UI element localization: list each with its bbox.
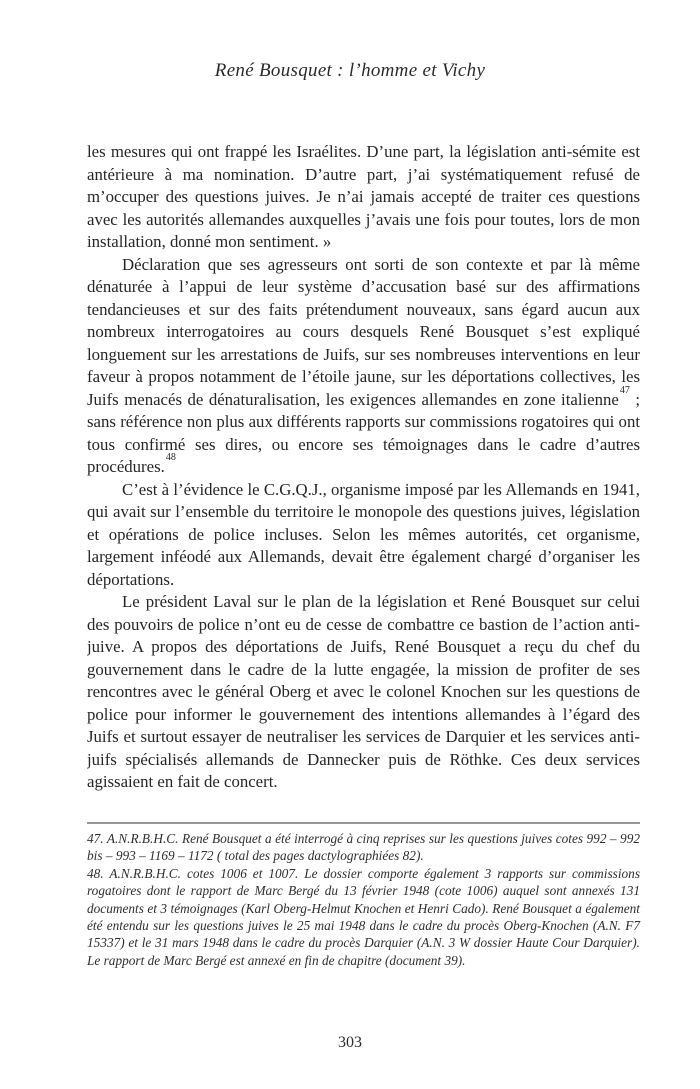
running-header: René Bousquet : l’homme et Vichy	[214, 60, 486, 81]
footnote-48: 48. A.N.R.B.H.C. cotes 1006 et 1007. Le dossier comporte également 3 rapports sur commissions rogatoires dont le rapport de Marc Bergé du 13 février 1948 (cote 1006) auquel sont annexés 131 documents et 3 témoignages (Karl Oberg-Helmut Knochen et Henri Cado). René Bousquet a également été entendu sur les questions juives le 25 mai 1948 dans le cadre du procès Oberg-Knochen (A.N. F7 15337) et le 31 mars 1948 dans le cadre du procès Darquier (A.N. 3 W dossier Haute Cour Darquier). Le rapport de Marc Bergé est annexé en fin de chapitre (document 39).	[87, 865, 640, 968]
footnote-47: 47. A.N.R.B.H.C. René Bousquet a été interrogé à cinq reprises sur les questions juives cotes 992 – 992 bis – 993 – 1169 – 1172 ( total des pages dactylographiées 82).	[87, 831, 640, 864]
paragraph-text: ; sans référence non plus aux différents rapports sur commissions rogatoires qui ont tous confirmé ses dires, ou encore ses témoignages dans le cadre d’autres procédures.	[87, 389, 640, 476]
paragraph: Le président Laval sur le plan de la législation et René Bousquet sur celui des pouvoirs de police n’ont eu de cesse de combattre ce bastion de l’action anti-juive. A propos des déportations de Juifs, René Bousquet a reçu du chef du gouvernement dans le cadre de la lutte engagée, la mission de profiter de ses rencontres avec le général Oberg et avec le colonel Knochen sur les questions de police pour informer le gouvernement des intentions allemandes à l’égard des Juifs et surtout essayer de neutraliser les services de Darquier et les services anti-juifs spécialisés allemands de Dannecker puis de Röthke. Ces deux services agissaient en fait de concert.	[87, 592, 640, 791]
paragraph	[87, 254, 640, 479]
footnote-ref-48: 48	[165, 452, 176, 464]
page-number: 303	[338, 1034, 362, 1051]
paragraph: C’est à l’évidence le C.G.Q.J., organisme imposé par les Allemands en 1941, qui avait sur l’ensemble du territoire le monopole des questions juives, législation et opérations de police incluses. Selon les mêmes autorités, cet organisme, largement inféodé aux Allemands, devait être également chargé d’organiser les déportations.	[87, 479, 640, 589]
footnotes-section	[87, 822, 640, 969]
paragraph-continuation: les mesures qui ont frappé les Israélites. D’une part, la législation anti-sémite est antérieure à ma nomination. D’autre part, j’ai systématiquement refusé de m’occuper des questions juives. Je n’ai jamais accepté de traiter ces questions avec les autorités allemandes auxquelles j’avais une fois pour toutes, lors de mon installation, donné mon sentiment. »	[87, 142, 640, 251]
footnote-separator-rule	[87, 822, 640, 824]
body-text	[87, 141, 640, 819]
footnote-ref-47: 47	[619, 384, 630, 396]
paragraph-text: Déclaration que ses agresseurs ont sorti de son contexte et par là même dénaturée à l’appui de leur système d’accusation basé sur des affirmations tendancieuses et sur des faits prétendument nouveaux, sans égard aucun aux nombreux interrogatoires au cours desquels René Bousquet s’est expliqué longuement sur les arrestations de Juifs, sur ses nombreuses interventions en leur faveur à propos notamment de l’étoile jaune, sur les déportations collectives, les Juifs menacés de dénaturalisation, les exigences allemandes en zone italienne	[87, 254, 640, 409]
